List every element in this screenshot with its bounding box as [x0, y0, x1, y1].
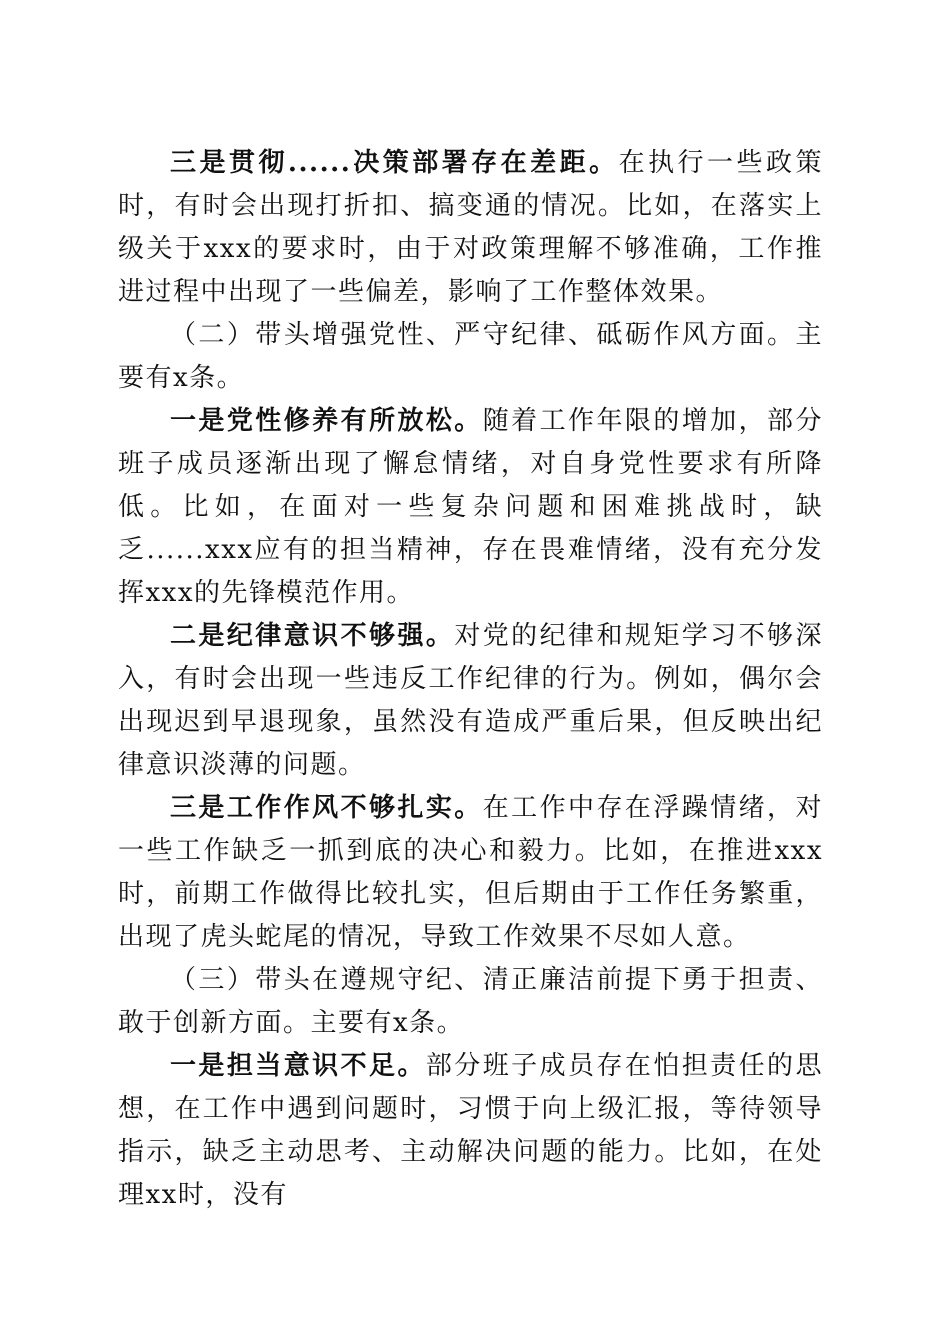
- paragraph-5: [118, 787, 823, 959]
- paragraph-lead: 一是担当意识不足。: [170, 1051, 426, 1081]
- paragraph-3: [118, 400, 823, 615]
- paragraph-text: （三）带头在遵规守纪、清正廉洁前提下勇于担责、敢于创新方面。主要有x条。: [118, 965, 823, 1038]
- paragraph-lead: 三是贯彻......决策部署存在差距。: [170, 148, 619, 178]
- document-body: [118, 142, 823, 1217]
- paragraph-lead: 二是纪律意识不够强。: [170, 621, 455, 651]
- paragraph-text: （二）带头增强党性、严守纪律、砥砺作风方面。主要有x条。: [118, 320, 823, 393]
- paragraph-text: 在执行一些政策时，有时会出现打折扣、搞变通的情况。比如，在落实上级关于xxx的要求时，由于对政策理解不够准确，工作推进过程中出现了一些偏差，影响了工作整体效果。: [118, 148, 823, 307]
- paragraph-text: 在工作中存在浮躁情绪，对一些工作缺乏一抓到底的决心和毅力。比如，在推进xxx时，前期工作做得比较扎实，但后期由于工作任务繁重，出现了虎头蛇尾的情况，导致工作效果不尽如人意。: [118, 793, 823, 952]
- paragraph-4: [118, 615, 823, 787]
- section-heading-3: [118, 959, 823, 1045]
- paragraph-text: 随着工作年限的增加，部分班子成员逐渐出现了懈怠情绪，对自身党性要求有所降低。比如，在面对一些复杂问题和困难挑战时，缺乏......xxx应有的担当精神，存在畏难情绪，没有充分发挥xxx的先锋模范作用。: [118, 406, 823, 608]
- paragraph-1: [118, 142, 823, 314]
- paragraph-7: [118, 1045, 823, 1217]
- paragraph-lead: 三是工作作风不够扎实。: [170, 793, 483, 823]
- paragraph-lead: 一是党性修养有所放松。: [170, 406, 483, 436]
- paragraph-text: 对党的纪律和规矩学习不够深入，有时会出现一些违反工作纪律的行为。例如，偶尔会出现迟到早退现象，虽然没有造成严重后果，但反映出纪律意识淡薄的问题。: [118, 621, 823, 780]
- section-heading-2: [118, 314, 823, 400]
- paragraph-text: 部分班子成员存在怕担责任的思想，在工作中遇到问题时，习惯于向上级汇报，等待领导指示，缺乏主动思考、主动解决问题的能力。比如，在处理xx时，没有: [118, 1051, 823, 1210]
